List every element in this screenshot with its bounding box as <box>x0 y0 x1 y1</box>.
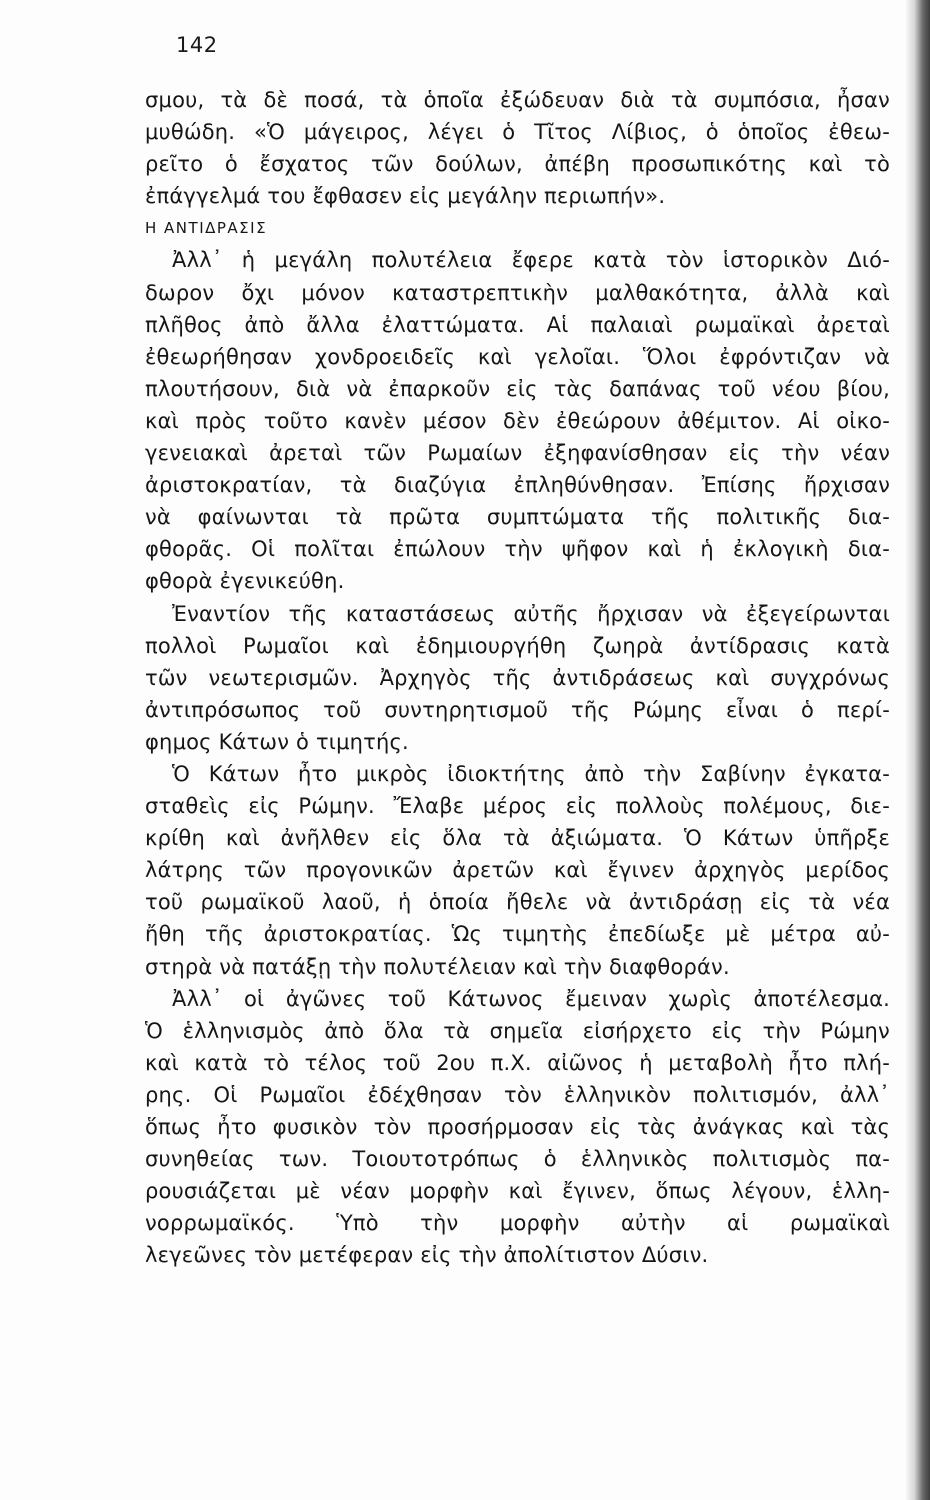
page-edge-shadow <box>906 0 930 1500</box>
text-line: νὰ φαίνωνται τὰ πρῶτα συμπτώματα τῆς πολιτικῆς δια- <box>145 505 890 530</box>
text-line: πλουτήσουν, διὰ νὰ ἐπαρκοῦν εἰς τὰς δαπάνας τοῦ νέου βίου, <box>145 376 890 401</box>
body-text <box>145 84 890 1271</box>
text-line: συνηθείας των. Τοιουτοτρόπως ὁ ἑλληνικὸς πολιτισμὸς πα- <box>145 1147 890 1172</box>
text-line: λάτρης τῶν προγονικῶν ἀρετῶν καὶ ἔγινεν ἀρχηγὸς μερίδος <box>145 858 890 883</box>
text-line: Ὁ Κάτων ἦτο μικρὸς ἰδιοκτήτης ἀπὸ τὴν Σαβίνην ἐγκατα- <box>172 761 890 786</box>
text-line: φθορὰ ἐγενικεύθη. <box>145 569 345 594</box>
text-line: πλῆθος ἀπὸ ἄλλα ἐλαττώματα. Αἱ παλαιαὶ ρωμαϊκαὶ ἀρεταὶ <box>145 312 890 337</box>
text-line: τῶν νεωτερισμῶν. Ἀρχηγὸς τῆς ἀντιδράσεως καὶ συγχρόνως <box>145 665 890 690</box>
text-line: στηρὰ νὰ πατάξῃ τὴν πολυτέλειαν καὶ τὴν διαφθοράν. <box>145 954 730 979</box>
text-line: γενειακαὶ ἀρεταὶ τῶν Ρωμαίων ἐξηφανίσθησαν εἰς τὴν νέαν <box>145 441 890 466</box>
text-line: ἀντιπρόσωπος τοῦ συντηρητισμοῦ τῆς Ρώμης εἶναι ὁ περί- <box>145 697 890 722</box>
text-line: μυθώδη. «Ὁ μάγειρος, λέγει ὁ Τῖτος Λίβιος, ὁ ὁποῖος ἐθεω- <box>145 120 890 145</box>
text-line: Ὁ ἑλληνισμὸς ἀπὸ ὅλα τὰ σημεῖα εἰσήρχετο εἰς τὴν Ρώμην <box>145 1018 890 1043</box>
text-line: ρουσιάζεται μὲ νέαν μορφὴν καὶ ἔγινεν, ὅπως λέγουν, ἑλλη- <box>145 1179 890 1204</box>
text-line: καὶ κατὰ τὸ τέλος τοῦ 2ου π.Χ. αἰῶνος ἡ μεταβολὴ ἦτο πλή- <box>145 1050 890 1075</box>
text-line: ὅπως ἦτο φυσικὸν τὸν προσήρμοσαν εἰς τὰς ἀνάγκας καὶ τὰς <box>145 1115 890 1139</box>
text-line: Ἀλλ᾽ οἱ ἀγῶνες τοῦ Κάτωνος ἔμειναν χωρὶς ἀποτέλεσμα. <box>172 986 890 1011</box>
text-line: κρίθη καὶ ἀνῆλθεν εἰς ὅλα τὰ ἀξιώματα. Ὁ Κάτων ὑπῆρξε <box>145 826 890 851</box>
text-line: δωρον ὄχι μόνον καταστρεπτικὴν μαλθακότητα, ἀλλὰ καὶ <box>145 280 890 305</box>
text-line: νορρωμαϊκός. Ὑπὸ τὴν μορφὴν αὐτὴν αἱ ρωμαϊκαὶ <box>145 1211 890 1236</box>
text-line: σταθεὶς εἰς Ρώμην. Ἔλαβε μέρος εἰς πολλοὺς πολέμους, διε- <box>145 794 890 819</box>
text-line: ρης. Οἱ Ρωμαῖοι ἐδέχθησαν τὸν ἑλληνικὸν πολιτισμόν, ἀλλ᾽ <box>145 1082 890 1107</box>
text-line: καὶ πρὸς τοῦτο κανὲν μέσον δὲν ἐθεώρουν ἀθέμιτον. Αἱ οἰκο- <box>145 408 890 433</box>
text-line: ἐπάγγελμά του ἔφθασεν εἰς μεγάλην περιωπήν». <box>145 184 666 209</box>
text-line: Ἀλλ᾽ ἡ μεγάλη πολυτέλεια ἔφερε κατὰ τὸν ἱστορικὸν Διό- <box>172 248 890 273</box>
text-line: λεγεῶνες τὸν μετέφεραν εἰς τὴν ἀπολίτιστον Δύσιν. <box>145 1243 709 1268</box>
page-number: 142 <box>176 33 218 57</box>
text-line: τοῦ ρωμαϊκοῦ λαοῦ, ἡ ὁποία ἤθελε νὰ ἀντιδράσῃ εἰς τὰ νέα <box>145 890 890 915</box>
text-line: ἀριστοκρατίαν, τὰ διαζύγια ἐπληθύνθησαν. Ἐπίσης ἤρχισαν <box>145 473 890 498</box>
text-line: ἐθεωρήθησαν χονδροειδεῖς καὶ γελοῖαι. Ὅλοι ἐφρόντιζαν νὰ <box>145 344 890 369</box>
text-line: φημος Κάτων ὁ τιμητής. <box>145 729 409 754</box>
text-line: φθορᾶς. Οἱ πολῖται ἐπώλουν τὴν ψῆφον καὶ ἡ ἐκλογικὴ δια- <box>145 537 890 562</box>
text-line: ἤθη τῆς ἀριστοκρατίας. Ὡς τιμητὴς ἐπεδίωξε μὲ μέτρα αὐ- <box>145 922 890 947</box>
text-line: Ἐναντίον τῆς καταστάσεως αὐτῆς ἤρχισαν νὰ ἐξεγείρωνται <box>172 601 890 626</box>
section-heading: Η ΑΝΤΙΔΡΑΣΙΣ <box>145 219 268 238</box>
text-line: σμου, τὰ δὲ ποσά, τὰ ὁποῖα ἐξώδευαν διὰ τὰ συμπόσια, ἦσαν <box>145 88 890 112</box>
text-line: πολλοὶ Ρωμαῖοι καὶ ἐδημιουργήθη ζωηρὰ ἀντίδρασις κατὰ <box>145 633 890 658</box>
text-line: ρεῖτο ὁ ἔσχατος τῶν δούλων, ἀπέβη προσωπικότης καὶ τὸ <box>145 152 890 177</box>
